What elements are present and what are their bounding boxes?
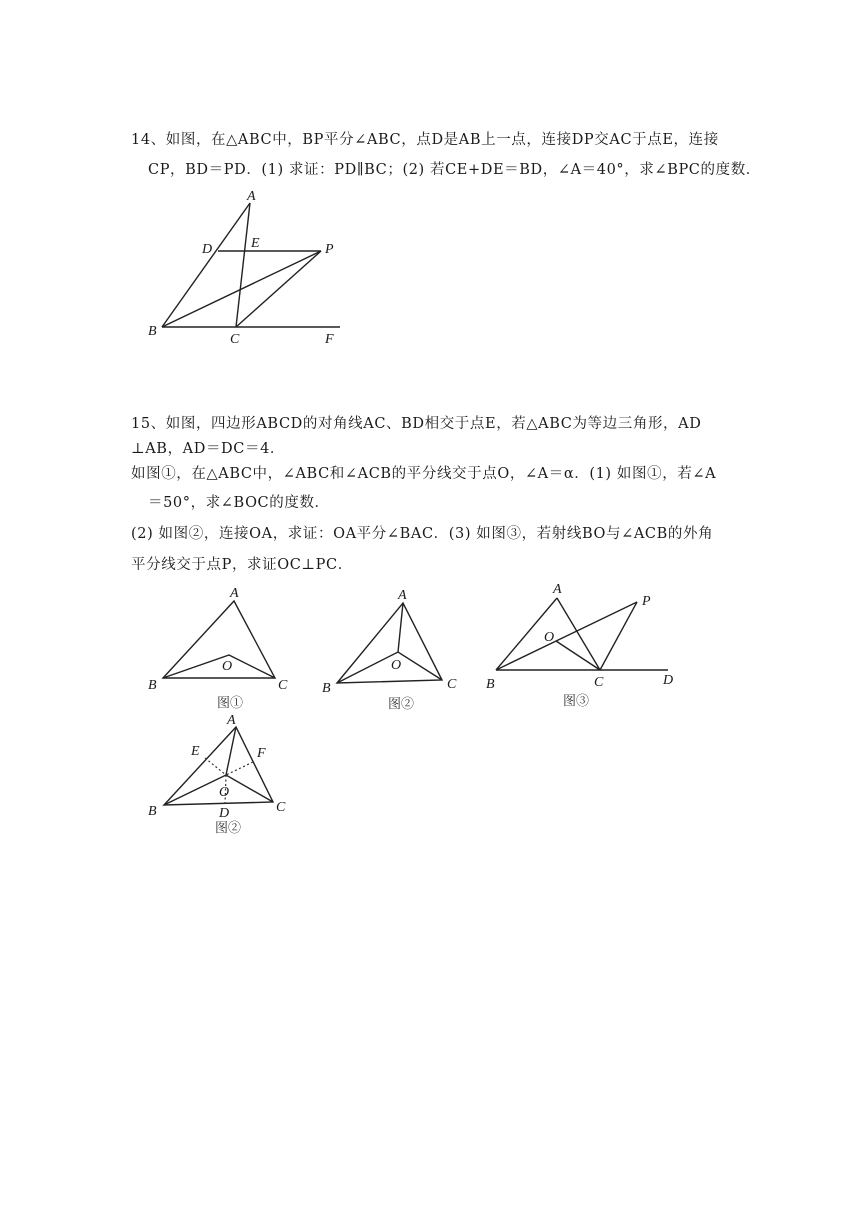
fig3-label-b: B [486,677,495,692]
fig14-label-f: F [325,332,334,347]
figure-1 [148,586,288,711]
fig4-label-b: B [148,804,157,819]
problem-15-line-4: ＝50°，求∠BOC的度数． [148,495,330,511]
figure-4 [148,713,286,836]
fig2-caption: 图② [388,697,415,712]
triangle-abc-2 [337,603,442,683]
problem-15-line-2: ⊥AB，AD＝DC＝4． [131,441,286,457]
problem-15-line-5: (2) 如图②，连接OA，求证：OA平分∠BAC．(3) 如图③，若射线BO与∠ACB的外角 [131,526,714,542]
triangle-abc-1 [163,601,275,678]
segment-oc-3 [556,641,600,670]
fig3-label-p: P [642,594,651,609]
fig2-label-b: B [322,681,331,696]
figure-14 [148,189,340,347]
fig1-caption: 图① [217,696,244,711]
segment-bp [162,251,321,327]
problem-15-line-3: 如图①，在△ABC中，∠ABC和∠ACB的平分线交于点O，∠A＝α．(1) 如图①，若∠A [131,466,717,482]
fig2-label-o: O [391,658,402,673]
fig4-label-a: A [227,713,236,728]
segment-oa-2 [398,603,403,652]
segment-cp [236,251,321,327]
fig14-label-c: C [230,332,240,347]
fig1-label-c: C [278,678,288,693]
fig4-caption: 图② [215,821,242,836]
fig2-label-c: C [447,677,457,692]
figure-2 [322,588,457,712]
ray-bo-p [496,602,637,670]
figure-3 [486,582,673,709]
bisectors-bo-co-1 [163,655,275,678]
fig3-label-d: D [663,673,674,688]
fig4-label-e: E [191,744,200,759]
segment-ac-3 [557,598,600,670]
fig4-label-d: D [219,806,230,821]
segment-ba [162,203,250,327]
segment-cp-3 [600,602,637,670]
problem-15-line-6: 平分线交于点P，求证OC⊥PC． [131,557,353,573]
problem-14-line-1: 14、如图，在△ABC中，BP平分∠ABC，点D是AB上一点，连接DP交AC于点E，连接 [131,132,719,148]
problem-15-line-1: 15、如图，四边形ABCD的对角线AC、BD相交于点E，若△ABC为等边三角形，AD [131,416,702,432]
fig14-label-d: D [202,242,213,257]
fig1-label-o: O [222,659,233,674]
perpendicular-oe [205,758,226,775]
fig3-label-c: C [594,675,604,690]
fig4-label-c: C [276,800,286,815]
fig14-label-p: P [325,242,334,257]
fig3-label-o: O [544,630,555,645]
fig1-label-b: B [148,678,157,693]
perpendicular-of [226,762,253,775]
fig4-label-f: F [257,746,266,761]
fig1-label-a: A [230,586,239,601]
fig3-caption: 图③ [563,694,590,709]
fig14-label-a: A [247,189,256,204]
segment-oa-4 [226,727,236,775]
problem-14-line-2: CP，BD＝PD．(1) 求证：PD∥BC；(2) 若CE+DE＝BD，∠A＝40°，求∠BPC的度数． [148,162,761,178]
fig14-label-b: B [148,324,157,339]
fig14-label-e: E [251,236,260,251]
fig2-label-a: A [398,588,407,603]
segment-ac [236,203,250,327]
fig3-label-a: A [553,582,562,597]
bisectors-bo-co-2 [337,652,442,683]
fig4-label-o: O [219,785,230,800]
